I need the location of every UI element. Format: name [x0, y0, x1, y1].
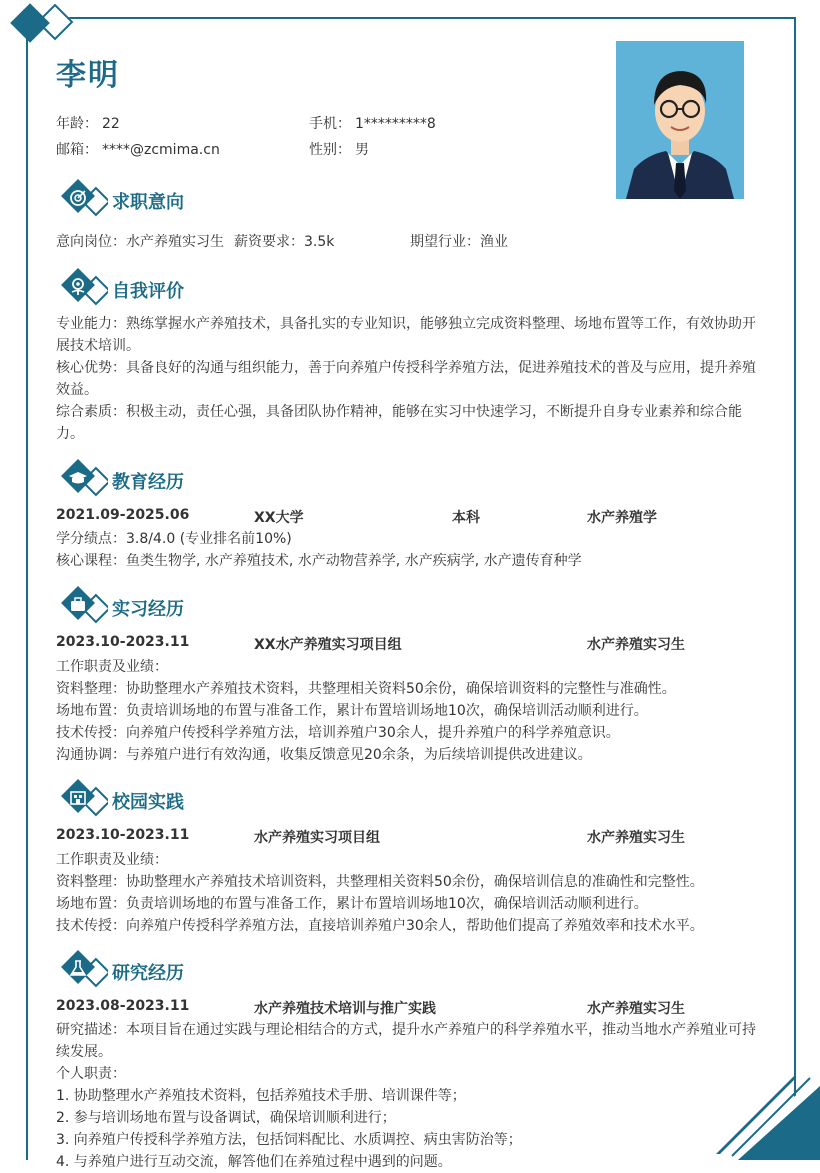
gender-label: 性别：: [309, 142, 351, 158]
research-org: 水产养殖技术培训与推广实践: [254, 1001, 436, 1017]
internship-role: 水产养殖实习生: [587, 637, 685, 653]
internship-date: 2023.10-2023.11: [56, 634, 190, 650]
research-date: 2023.08-2023.11: [56, 998, 190, 1014]
education-line: 学分绩点：3.8/4.0 (专业排名前10%): [56, 531, 292, 547]
education-major: 水产养殖学: [587, 510, 657, 526]
research-line: 4. 与养殖户进行互动交流，解答他们在养殖过程中遇到的问题。: [56, 1154, 452, 1170]
self-eval-line: 核心优势：具备良好的沟通与组织能力，善于向养殖户传授科学养殖方法，促进养殖技术的普及与应用，提升养殖: [56, 360, 756, 376]
frame-top-line: [48, 17, 796, 19]
section-self-eval-title: 自我评价: [112, 281, 184, 302]
internship-org: XX水产养殖实习项目组: [254, 637, 402, 653]
target-icon: [56, 178, 108, 218]
campus-date: 2023.10-2023.11: [56, 827, 190, 843]
campus-line: 场地布置：负责培训场地的布置与准备工作，累计布置培训场地10次，确保培训活动顺利进行。: [56, 896, 648, 912]
internship-line: 沟通协调：与养殖户进行有效沟通，收集反馈意见20余条，为后续培训提供改进建议。: [56, 747, 592, 763]
email-label: 邮箱：: [56, 142, 98, 158]
internship-line: 工作职责及业绩：: [56, 659, 168, 675]
age-label: 年龄：: [56, 116, 98, 132]
campus-line: 技术传授：向养殖户传授科学养殖方法，直接培训养殖户30余人，帮助他们提高了养殖效率和技术水平。: [56, 918, 704, 934]
gender-value: 男: [355, 142, 369, 158]
internship-line: 技术传授：向养殖户传授科学养殖方法，培训养殖户30余人，提升养殖户的科学养殖意识。: [56, 725, 620, 741]
age-value: 22: [102, 116, 120, 132]
frame-right-line: [794, 17, 796, 1097]
campus-org: 水产养殖实习项目组: [254, 830, 380, 846]
building-icon: [56, 778, 108, 818]
self-eval-line: 力。: [56, 426, 84, 442]
education-school: XX大学: [254, 510, 304, 526]
briefcase-icon: [56, 585, 108, 625]
research-line: 研究描述：本项目旨在通过实践与理论相结合的方式，提升水产养殖户的科学养殖水平，推动当地水产养殖业可持: [56, 1022, 756, 1038]
education-row: [56, 507, 768, 527]
corner-diamond-filled: [10, 3, 50, 43]
internship-line: 资料整理：协助整理水产养殖技术资料，共整理相关资料50余份，确保培训资料的完整性与准确性。: [56, 681, 676, 697]
internship-row: [56, 634, 768, 654]
intent-industry: 期望行业：渔业: [410, 234, 508, 250]
flask-icon: [56, 949, 108, 989]
phone-value: 1*********8: [355, 116, 436, 132]
research-line: 个人职责：: [56, 1066, 126, 1082]
self-eval-line: 综合素质：积极主动，责任心强，具备团队协作精神，能够在实习中快速学习，不断提升自身专业素养和综合能: [56, 404, 742, 420]
gender-info: [309, 139, 369, 159]
section-internship-title: 实习经历: [112, 599, 184, 620]
education-date: 2021.09-2025.06: [56, 507, 190, 523]
campus-role: 水产养殖实习生: [587, 830, 685, 846]
research-line: 续发展。: [56, 1044, 112, 1060]
self-eval-line: 效益。: [56, 382, 98, 398]
education-line: 核心课程：鱼类生物学, 水产养殖技术, 水产动物营养学, 水产疾病学, 水产遗传育种学: [56, 553, 582, 569]
self-eval-line: 专业能力：熟练掌握水产养殖技术，具备扎实的专业知识，能够独立完成资料整理、场地布置等工作，有效协助开: [56, 316, 756, 332]
research-role: 水产养殖实习生: [587, 1001, 685, 1017]
education-degree: 本科: [452, 510, 480, 526]
research-line: 2. 参与培训场地布置与设备调试，确保培训顺利进行；: [56, 1110, 396, 1126]
research-line: 3. 向养殖户传授科学养殖方法，包括饲料配比、水质调控、病虫害防治等；: [56, 1132, 522, 1148]
section-education-title: 教育经历: [112, 472, 184, 493]
email-info: [56, 139, 220, 159]
frame-left-line: [26, 36, 28, 1160]
section-campus-title: 校园实践: [112, 792, 184, 813]
candidate-name: 李明: [56, 58, 120, 93]
phone-label: 手机：: [309, 116, 351, 132]
internship-line: 场地布置：负责培训场地的布置与准备工作，累计布置培训场地10次，确保培训活动顺利进行。: [56, 703, 648, 719]
phone-info: [309, 113, 436, 133]
intent-position: 意向岗位：水产养殖实习生: [56, 234, 224, 250]
research-row: [56, 998, 768, 1018]
email-value: ****@zcmima.cn: [102, 142, 220, 158]
self-eval-line: 展技术培训。: [56, 338, 140, 354]
campus-line: 工作职责及业绩：: [56, 852, 168, 868]
age-info: [56, 113, 120, 133]
profile-photo: [616, 41, 744, 199]
campus-line: 资料整理：协助整理水产养殖技术培训资料，共整理相关资料50余份，确保培训信息的准确性和完整性。: [56, 874, 704, 890]
flower-icon: [56, 267, 108, 307]
campus-row: [56, 827, 768, 847]
research-line: 1. 协助整理水产养殖技术资料，包括养殖技术手册、培训课件等；: [56, 1088, 466, 1104]
section-research-title: 研究经历: [112, 963, 184, 984]
section-intent-title: 求职意向: [112, 192, 184, 213]
intent-salary: 薪资要求：3.5k: [234, 234, 335, 250]
graduation-cap-icon: [56, 458, 108, 498]
